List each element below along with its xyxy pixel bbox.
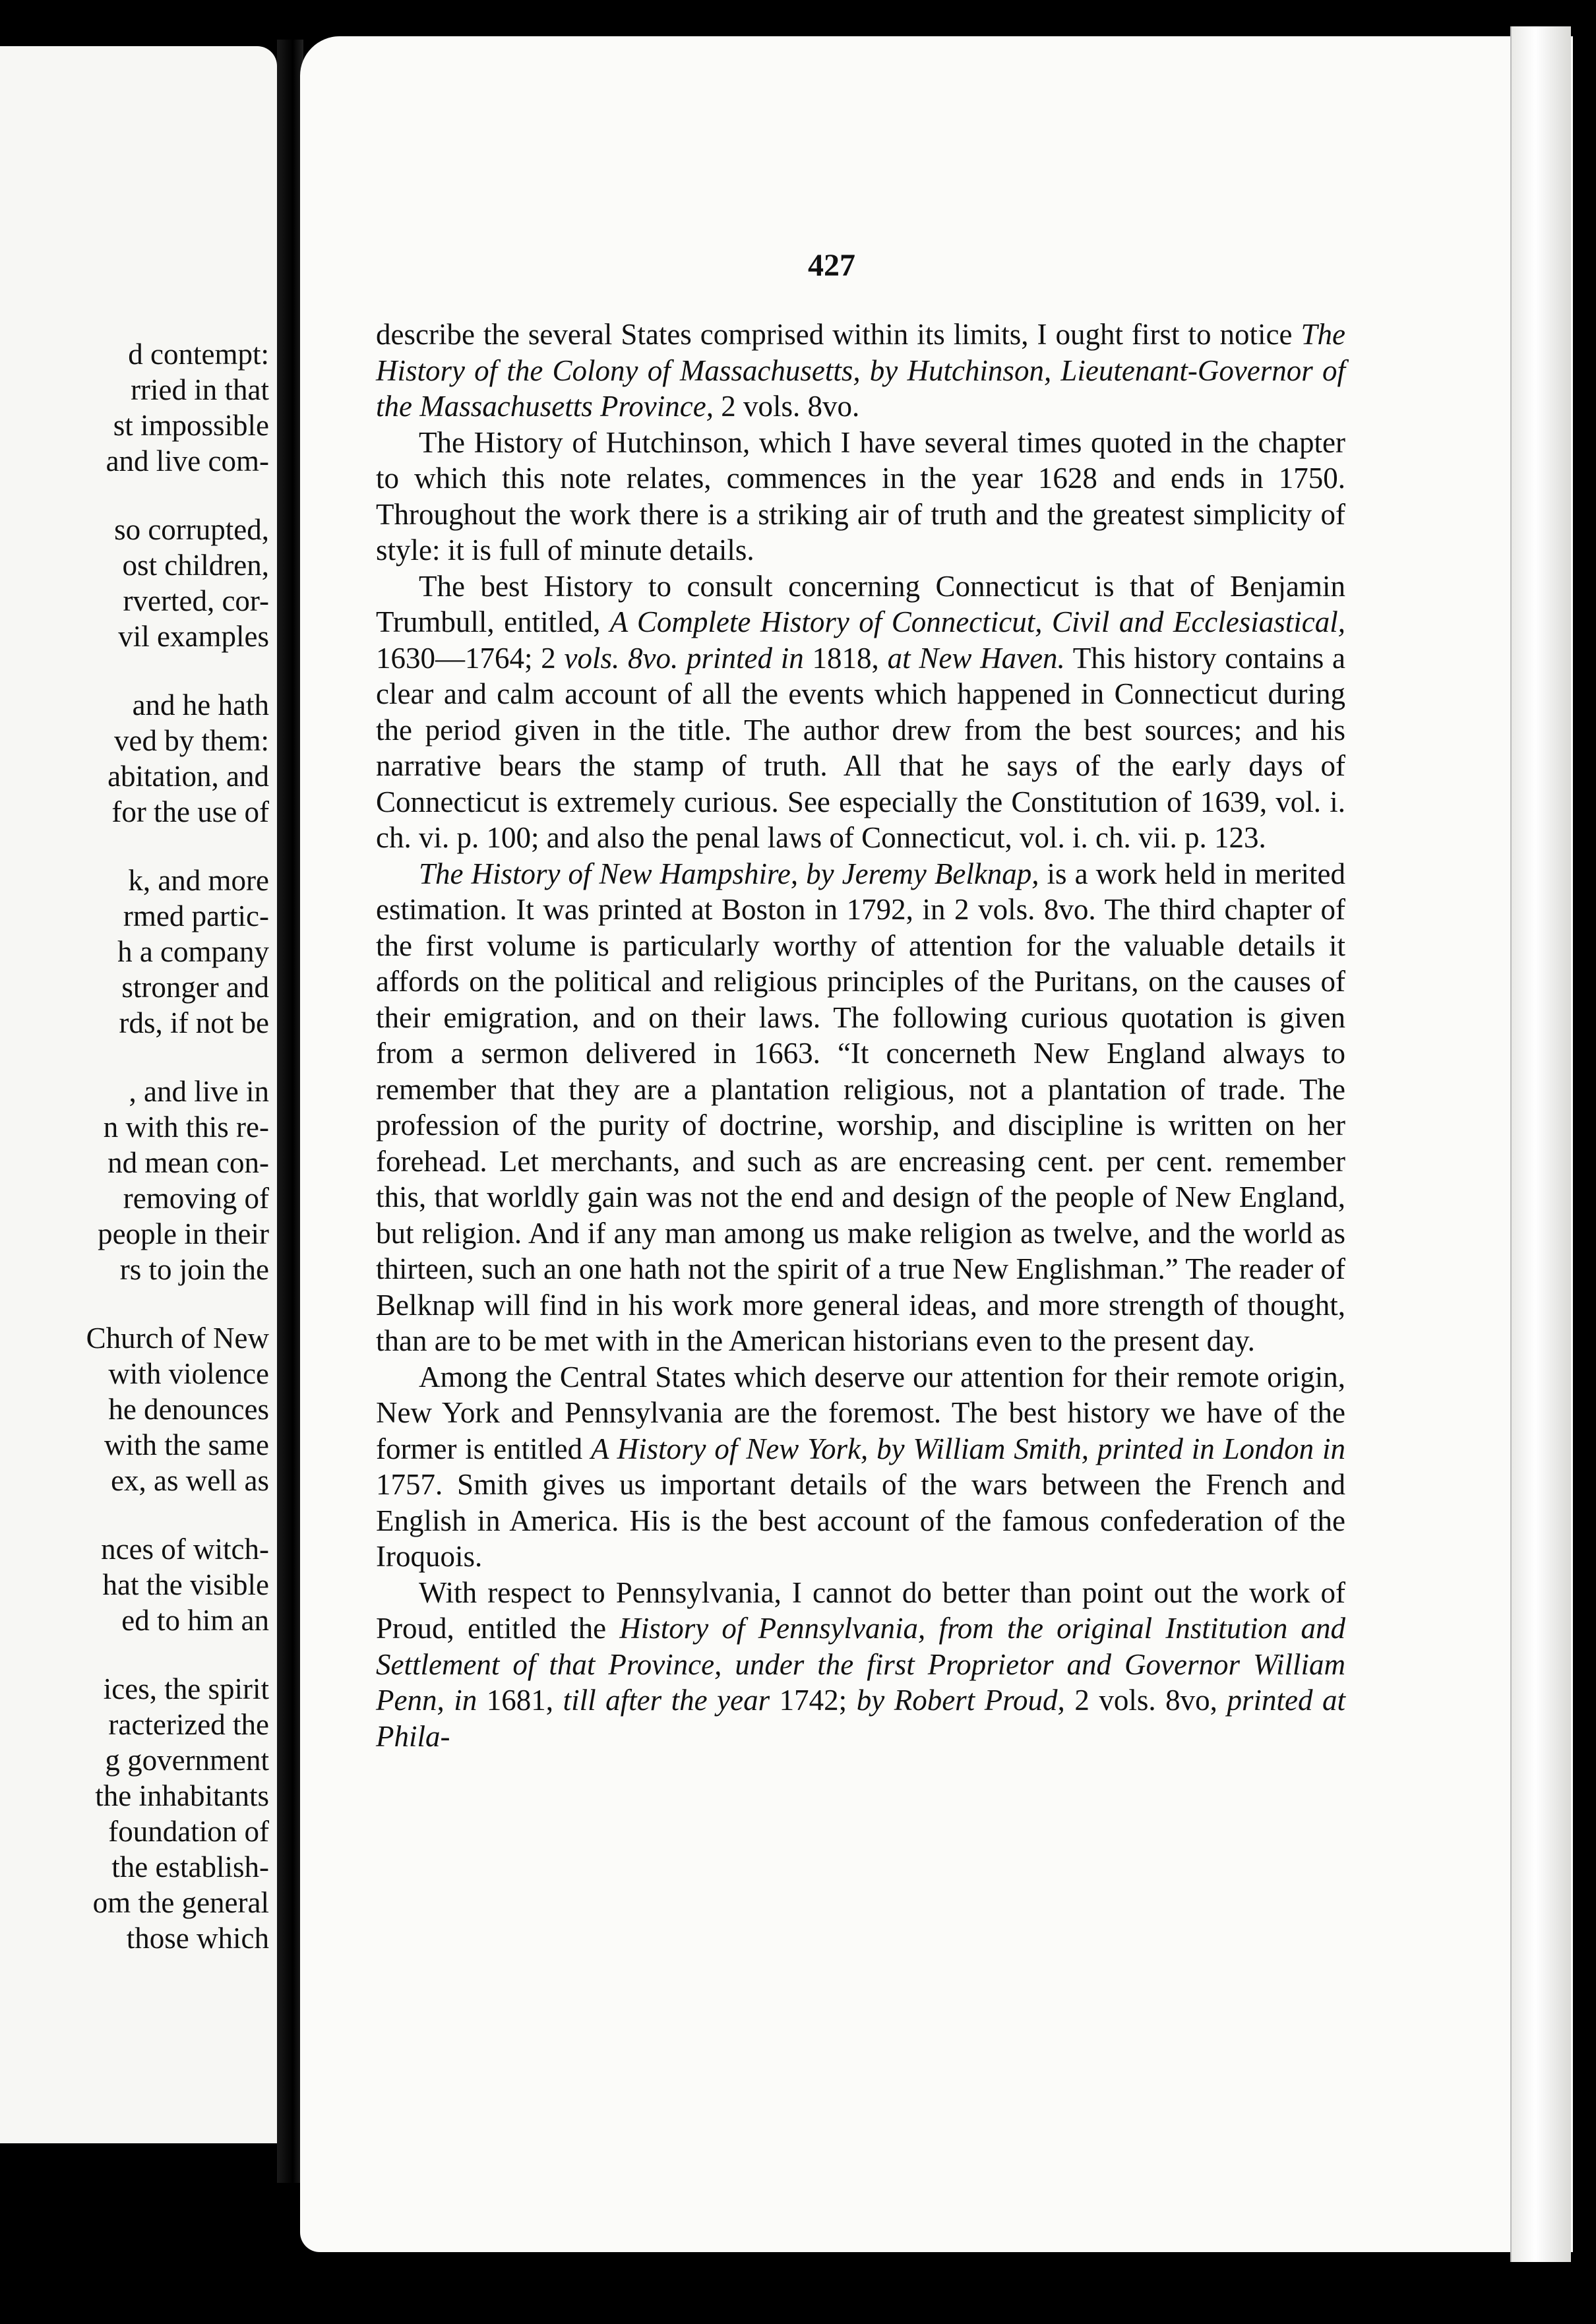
- left-page-line: , and live in: [129, 1075, 269, 1108]
- left-page-line: ved by them:: [114, 724, 269, 757]
- left-page-line: d contempt:: [128, 338, 269, 371]
- title-italic: The History of the Colony of Massachusetts, by Hutchinson, Lieutenant-Governor of the Massachusetts Province,: [376, 318, 1345, 423]
- paragraph-gap: [0, 1041, 269, 1074]
- paragraph-connecticut: The best History to consult concerning Connecticut is that of Benjamin Trumbull, entitled, A Complete History of Connecticut, Civil and Ecclesiastical, 1630—1764; 2 vols. 8vo. printed in 1818, at New Haven. This history contains a clear and calm account of all the events which happened in Connecticut during the period given in the title. The author drew from the best sources; and his narrative bears the stamp of truth. All that he says of the early days of Connecticut is extremely curious. See especially the Constitution of 1639, vol. i. ch. vi. p. 100; and also the penal laws of Connecticut, vol. i. ch. vii. p. 123.: [376, 569, 1345, 854]
- page-body: [376, 317, 1345, 1754]
- paragraph-gap: [0, 1956, 269, 1989]
- page-edge: [1510, 26, 1571, 2262]
- book-gutter: [277, 40, 303, 2183]
- left-page-line: h a company: [117, 935, 269, 968]
- left-page-line: rmed partic-: [123, 900, 269, 933]
- left-page-line: k, and more: [128, 864, 269, 897]
- left-page-line: stronger and: [121, 971, 269, 1004]
- left-page-line: ost children,: [122, 549, 269, 582]
- left-page-line: rried in that: [131, 373, 269, 406]
- paragraph-gap: [0, 1287, 269, 1320]
- paragraph-new-hampshire: The History of New Hampshire, by Jeremy Belknap, is a work held in merited estimation. It was printed at Boston in 1792, in 2 vols. 8vo. The third chapter of the first volume is particularly worthy of attention for the valuable details it affords on the political and religious principles of the Puritans, on the causes of their emigration, and on their laws. The following curious quotation is given from a sermon delivered in 1663. “It concerneth New England always to remember that they are a plantation religious, not a plantation of trade. The profession of the purity of doctrine, worship, and discipline is written on her forehead. Let merchants, and such as are encreasing cent. per cent. remember this, that worldly gain was not the end and design of the people of New England, but religion. And if any man among us make religion as twelve, and the world as thirteen, such an one hath not the spirit of a true New Englishman.” The reader of Belknap will find in his work more general ideas, and more strength of thought, than are to be met with in the American historians even to the present day.: [376, 857, 1345, 1357]
- left-page-line: the establish-: [111, 1850, 269, 1883]
- paragraph-gap: [0, 654, 269, 687]
- left-page-line: and he hath: [132, 688, 269, 721]
- paragraph-gap: [0, 479, 269, 512]
- left-page-line: those which: [126, 1922, 269, 1955]
- left-page-line: racterized the: [108, 1708, 269, 1741]
- left-page-line: with the same: [104, 1428, 269, 1461]
- title-italic: The History of New Hampshire, by Jeremy Belknap,: [419, 857, 1039, 890]
- paragraph-central-states: Among the Central States which deserve our attention for their remote origin, New York and Pennsylvania are the foremost. The best history we have of the former is entitled A History of New York, by William Smith, printed in London in 1757. Smith gives us important details of the wars between the French and English in America. His is the best account of the famous confederation of the Iroquois.: [376, 1360, 1345, 1573]
- left-page-line: for the use of: [111, 795, 269, 828]
- left-page-line: om the general: [92, 1886, 269, 1919]
- title-italic: History of Pennsylvania, from the original Institution and Settlement of that Province, under the first Proprietor and Governor William Penn, in: [376, 1612, 1345, 1717]
- left-page-line: st impossible: [113, 409, 269, 442]
- left-page-text: [0, 336, 269, 1989]
- left-page-line: abitation, and: [107, 760, 269, 793]
- left-page-line: with violence: [108, 1357, 269, 1390]
- title-italic: A Complete History of Connecticut, Civil and Ecclesiastical,: [609, 605, 1345, 638]
- left-page-line: g government: [105, 1744, 269, 1777]
- left-page-line: rds, if not be: [119, 1006, 269, 1039]
- left-page-fragment: [0, 46, 277, 2143]
- left-page-line: rverted, cor-: [123, 584, 269, 617]
- left-page-line: so corrupted,: [114, 513, 269, 546]
- left-page-line: removing of: [123, 1182, 269, 1215]
- left-page-line: n with this re-: [103, 1111, 269, 1144]
- left-page-line: ex, as well as: [111, 1464, 269, 1497]
- left-page-line: nd mean con-: [107, 1146, 269, 1179]
- left-page-line: foundation of: [108, 1815, 269, 1848]
- left-page-line: rs to join the: [119, 1253, 269, 1286]
- paragraph-gap: [0, 1638, 269, 1671]
- paragraph-gap: [0, 1498, 269, 1531]
- left-page-line: the inhabitants: [95, 1779, 269, 1812]
- paragraph-gap: [0, 830, 269, 863]
- left-page-line: ed to him an: [121, 1604, 269, 1637]
- left-page-line: people in their: [98, 1217, 269, 1250]
- title-italic: A History of New York, by William Smith, printed in London in: [590, 1432, 1345, 1465]
- paragraph-hutchinson: The History of Hutchinson, which I have several times quoted in the chapter to which this note relates, commences in the year 1628 and ends in 1750. Throughout the work there is a striking air of truth and the greatest simplicity of style: it is full of minute details.: [376, 425, 1345, 566]
- page-number: 427: [808, 248, 855, 283]
- left-page-line: ices, the spirit: [103, 1672, 269, 1705]
- left-page-line: Church of New: [86, 1322, 269, 1355]
- left-page-line: vil examples: [118, 620, 269, 653]
- left-page-line: and live com-: [106, 444, 269, 477]
- left-page-line: nces of witch-: [101, 1533, 269, 1566]
- paragraph-massachusetts: describe the several States comprised within its limits, I ought first to notice The History of the Colony of Massachusetts, by Hutchinson, Lieutenant-Governor of the Massachusetts Province, 2 vols. 8vo.: [376, 318, 1345, 423]
- paragraph-pennsylvania: With respect to Pennsylvania, I cannot do better than point out the work of Proud, entitled the History of Pennsylvania, from the original Institution and Settlement of that Province, under the first Proprietor and Governor William Penn, in 1681, till after the year 1742; by Robert Proud, 2 vols. 8vo, printed at Phila-: [376, 1575, 1346, 1753]
- left-page-line: hat the visible: [102, 1568, 269, 1601]
- left-page-line: he denounces: [108, 1393, 269, 1426]
